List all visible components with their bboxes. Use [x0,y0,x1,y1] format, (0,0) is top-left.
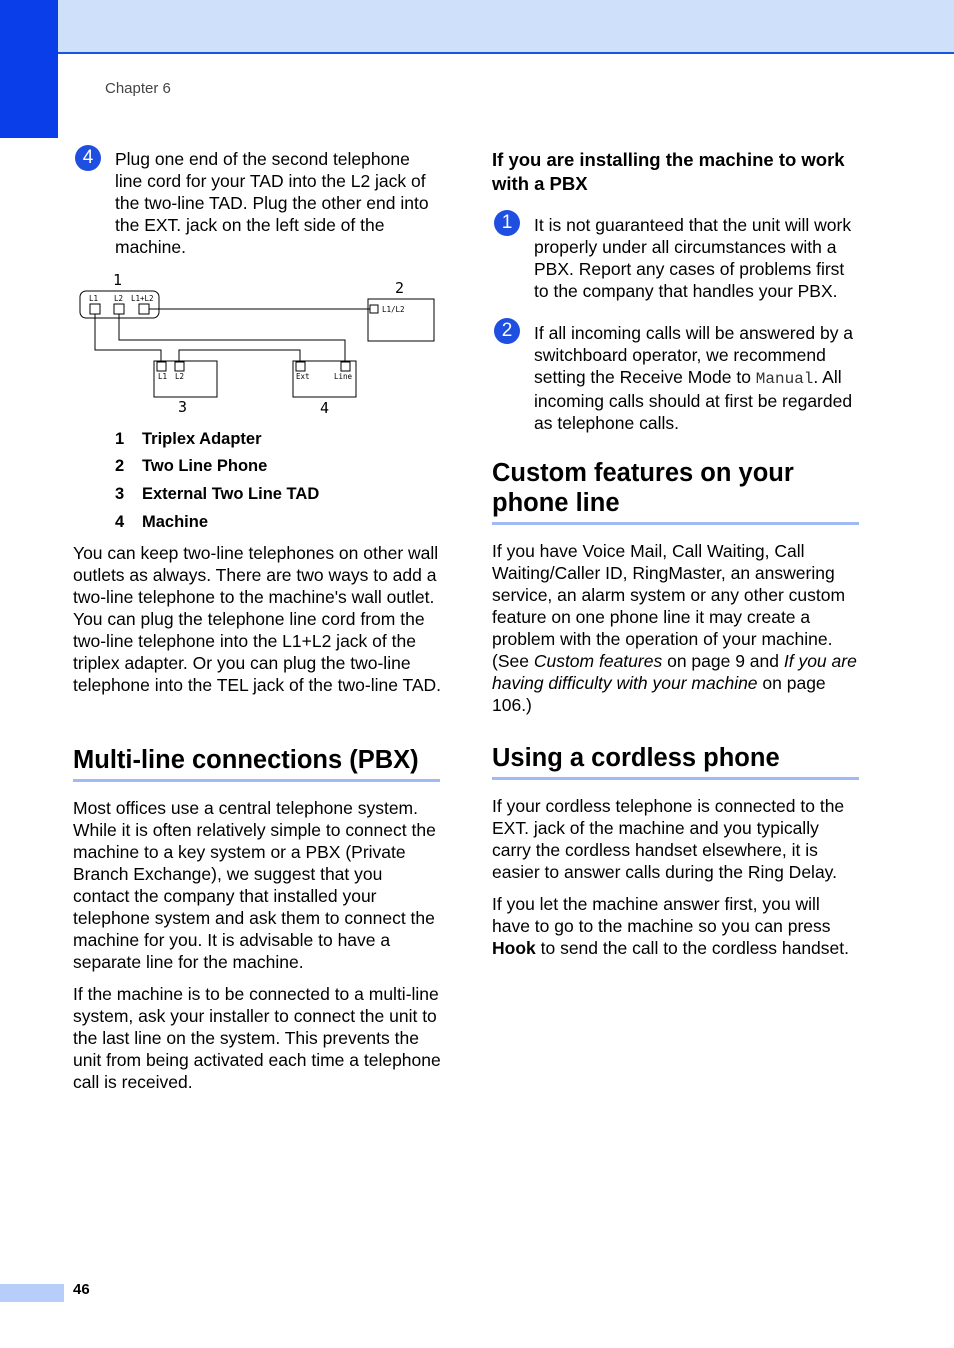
callout-1: 1 [113,271,123,289]
two-line-paragraph: You can keep two-line telephones on other wall outlets as always. There are two ways to add a two-line telephone to the machine's wall outlet. You can plug the telephone line cord from the two-line telephone into the L1+L2 jack of the triplex adapter. Or you can plug the two-line telephone into the TEL jack of the two-line TAD. [73,543,442,695]
tad-l1-label: L1 [158,372,168,381]
phone-jack [370,305,378,313]
legend-item: 1 Triplex Adapter [115,430,262,448]
custom-features-heading: Custom features on your phone line [492,459,794,517]
jack-l1-label: L1 [89,294,99,303]
legend-item: 2 Two Line Phone [115,457,268,475]
hook-key: Hook [492,938,536,958]
jack-l1 [90,304,100,314]
difficulty-reference: If you are having difficulty with your machine [492,651,857,693]
legend-item: 3 External Two Line TAD [115,485,320,503]
cord-l1-to-tad [95,314,161,362]
header-bar [0,0,954,54]
pbx-heading: Multi-line connections (PBX) [73,746,419,774]
step-4-icon: 4 [75,145,101,171]
page-number: 46 [73,1281,90,1298]
step-1-text: It is not guaranteed that the unit will work properly under all circumstances with a PBX. Report any cases of problems first to the company that handles your PBX. [534,215,852,301]
heading-rule [492,777,859,780]
step-2-icon: 2 [494,318,520,344]
heading-rule [492,522,859,525]
pbx-paragraph: Most offices use a central telephone system. While it is often relatively simple to connect the machine to a key system or a PBX (Private Branch Exchange), we suggest that you contact the company that installed your telephone system and ask them to connect the machine for you. It is advisable to have a separate line for the machine. [73,798,436,972]
cordless-paragraph-2: If you let the machine answer first, you will have to go to the machine so you can press Hook to send the call to the cordless handset. [492,894,849,958]
jack-l2 [114,304,124,314]
jack-l2-label: L2 [114,294,124,303]
receive-mode-value: Manual [755,370,814,388]
cordless-heading: Using a cordless phone [492,744,780,772]
jack-l1l2 [139,304,149,314]
tad-jack-l2 [175,362,184,371]
chapter-tab [0,0,58,138]
tad-jack-l1 [157,362,166,371]
callout-3: 3 [178,398,188,416]
page-number-bar [0,1284,64,1302]
step-1-icon: 1 [494,210,520,236]
cord-l2-to-line [119,314,345,362]
multi-line-paragraph: If the machine is to be connected to a multi-line system, ask your installer to connect the unit to the last line on the system. This prevents the unit from being activated each time a telephone call is received. [73,984,441,1092]
chapter-label: Chapter 6 [105,80,171,97]
heading-rule [73,779,440,782]
phone-jack-label: L1/L2 [382,305,405,314]
line-label: Line [334,372,353,381]
callout-4: 4 [320,399,330,417]
step-2-text: If all incoming calls will be answered by a switchboard operator, we recommend setting the Receive Mode to Manual. All incoming calls should at first be regarded as telephone calls. [534,323,854,433]
machine-jack-ext [296,362,305,371]
legend-item: 4 Machine [115,513,209,531]
jack-l1l2-label: L1+L2 [131,294,154,303]
custom-features-paragraph: If you have Voice Mail, Call Waiting, Call Waiting/Caller ID, RingMaster, an answering service, an alarm system or any other custom feature on one phone line it may create a problem with the operation of your machine. (See Custom features on page 9 and If you are having difficulty with your machine on page 106.) [492,541,857,715]
custom-features-reference: Custom features [533,651,663,671]
pbx-subheading: If you are installing the machine to work with a PBX [492,149,845,194]
tad-l2-label: L2 [175,372,185,381]
cord-tad-to-ext [179,350,300,362]
ext-label: Ext [296,372,310,381]
cordless-paragraph-1: If your cordless telephone is connected to the EXT. jack of the machine and you typically carry the cordless handset elsewhere, it is easier to answer calls during the Ring Delay. [492,796,845,882]
connection-diagram [70,268,450,418]
step-4-text: Plug one end of the second telephone line cord for your TAD into the L2 jack of the two-line TAD. Plug the other end into the EXT. jack on the left side of the machine. [115,149,429,257]
callout-2: 2 [395,279,405,297]
machine-jack-line [341,362,350,371]
